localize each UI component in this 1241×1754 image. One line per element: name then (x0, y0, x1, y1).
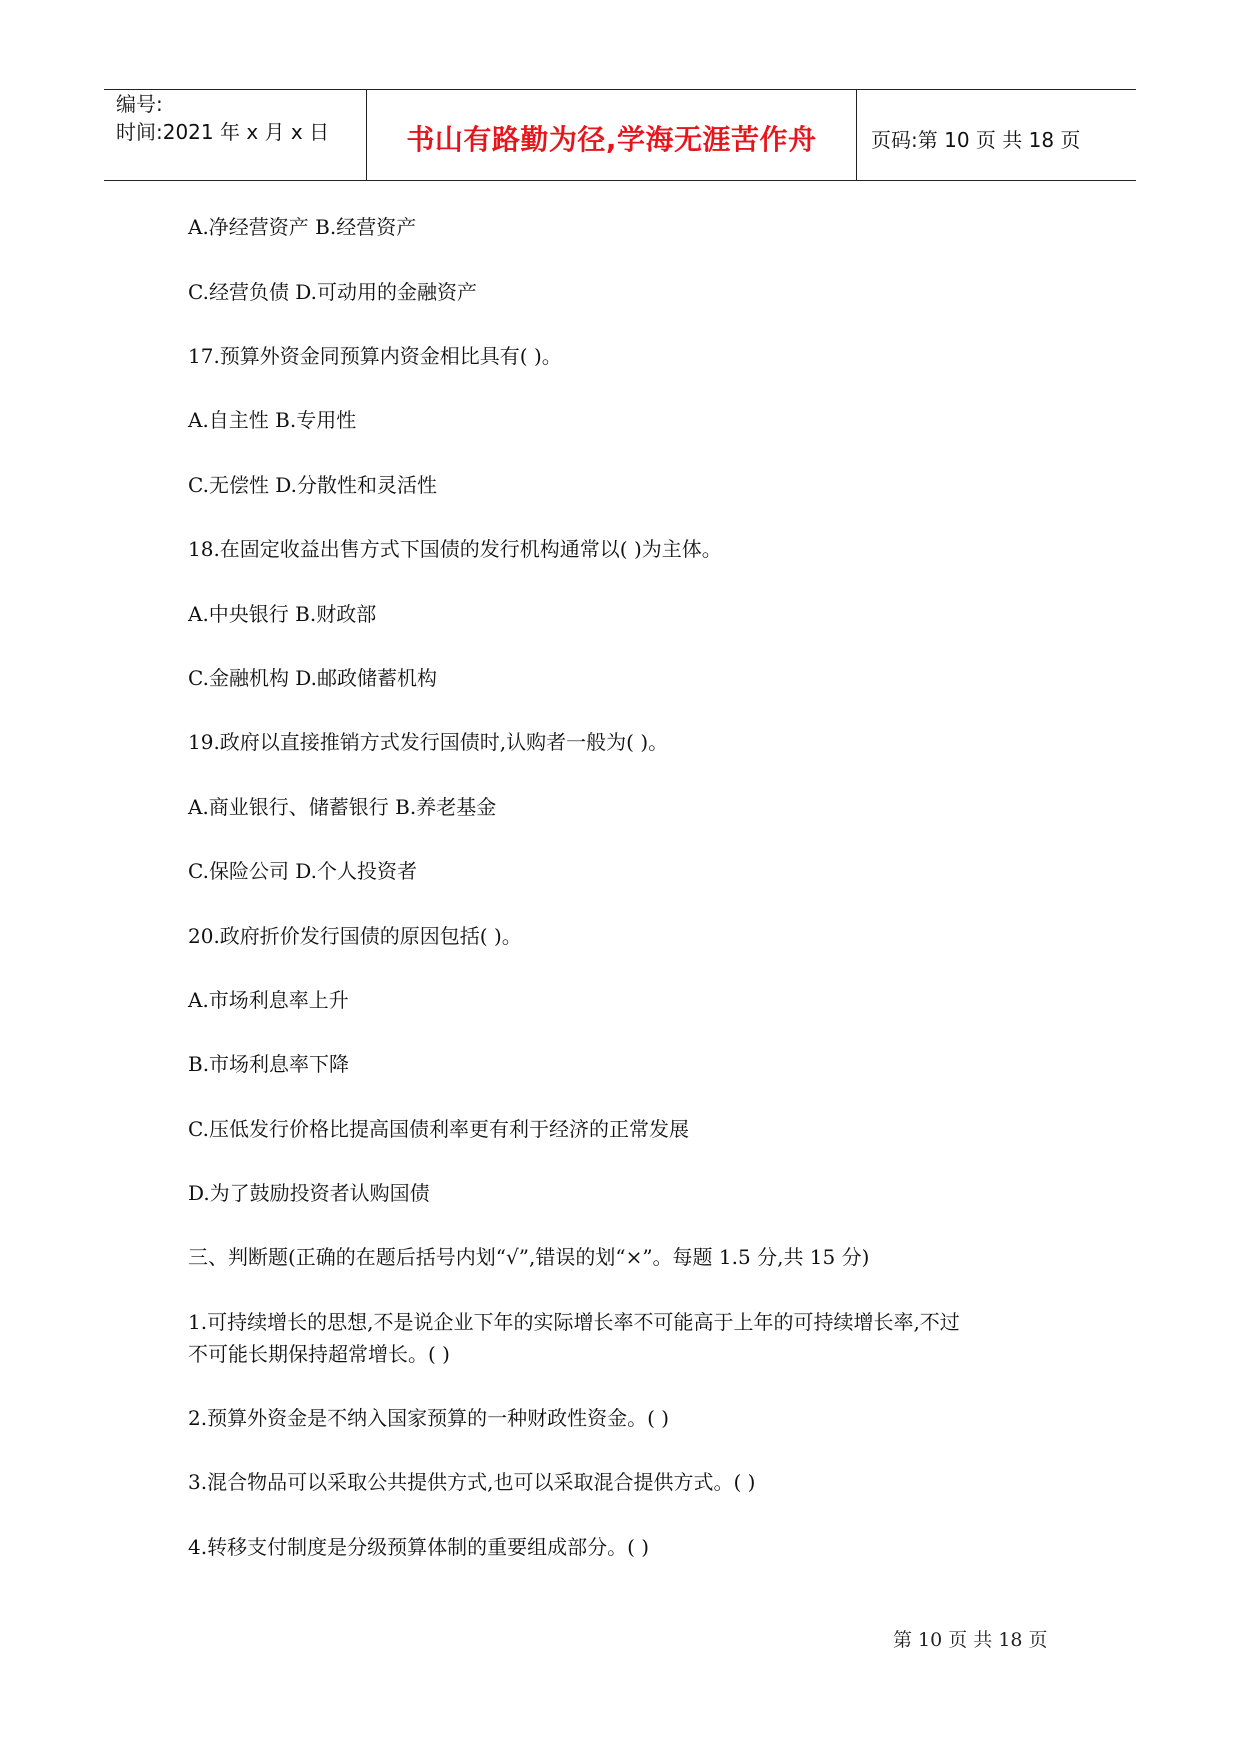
header-motto: 书山有路勤为径,学海无涯苦作舟 (406, 123, 817, 156)
page-footer: 第 10 页 共 18 页 (893, 1629, 1048, 1651)
question-line-continued: 不可能长期保持超常增长。( ) (188, 1342, 450, 1366)
option-line: C.经营负债 D.可动用的金融资产 (188, 280, 477, 304)
option-line: A.中央银行 B.财政部 (188, 602, 377, 626)
option-line: A.净经营资产 B.经营资产 (188, 215, 417, 239)
header-page-info: 页码:第 10 页 共 18 页 (871, 128, 1081, 152)
option-line: C.保险公司 D.个人投资者 (188, 859, 417, 883)
option-line: C.金融机构 D.邮政储蓄机构 (188, 666, 437, 690)
document-number-label: 编号: (116, 92, 163, 116)
section-heading: 三、判断题(正确的在题后括号内划“√”,错误的划“×”。每题 1.5 分,共 15 分) (188, 1245, 870, 1269)
question-line: 18.在固定收益出售方式下国债的发行机构通常以( )为主体。 (188, 537, 722, 561)
question-line: 1.可持续增长的思想,不是说企业下年的实际增长率不可能高于上年的可持续增长率,不过 (188, 1310, 960, 1334)
option-line: C.无偿性 D.分散性和灵活性 (188, 473, 437, 497)
question-line: 17.预算外资金同预算内资金相比具有( )。 (188, 344, 562, 368)
question-line: 19.政府以直接推销方式发行国债时,认购者一般为( )。 (188, 730, 669, 754)
question-line: 3.混合物品可以采取公共提供方式,也可以采取混合提供方式。( ) (188, 1470, 756, 1494)
document-header (104, 89, 1136, 181)
option-line: A.商业银行、储蓄银行 B.养老基金 (188, 795, 497, 819)
header-meta-cell (104, 90, 367, 180)
question-line: 20.政府折价发行国债的原因包括( )。 (188, 924, 522, 948)
option-line: C.压低发行价格比提高国债利率更有利于经济的正常发展 (188, 1117, 689, 1141)
document-time-label: 时间:2021 年 x 月 x 日 (116, 120, 330, 144)
question-line: 2.预算外资金是不纳入国家预算的一种财政性资金。( ) (188, 1406, 670, 1430)
option-line: D.为了鼓励投资者认购国债 (188, 1181, 430, 1205)
option-line: A.市场利息率上升 (188, 988, 349, 1012)
question-line: 4.转移支付制度是分级预算体制的重要组成部分。( ) (188, 1535, 650, 1559)
header-page-cell (857, 90, 1136, 180)
header-motto-cell (367, 90, 857, 180)
option-line: A.自主性 B.专用性 (188, 408, 357, 432)
option-line: B.市场利息率下降 (188, 1052, 350, 1076)
